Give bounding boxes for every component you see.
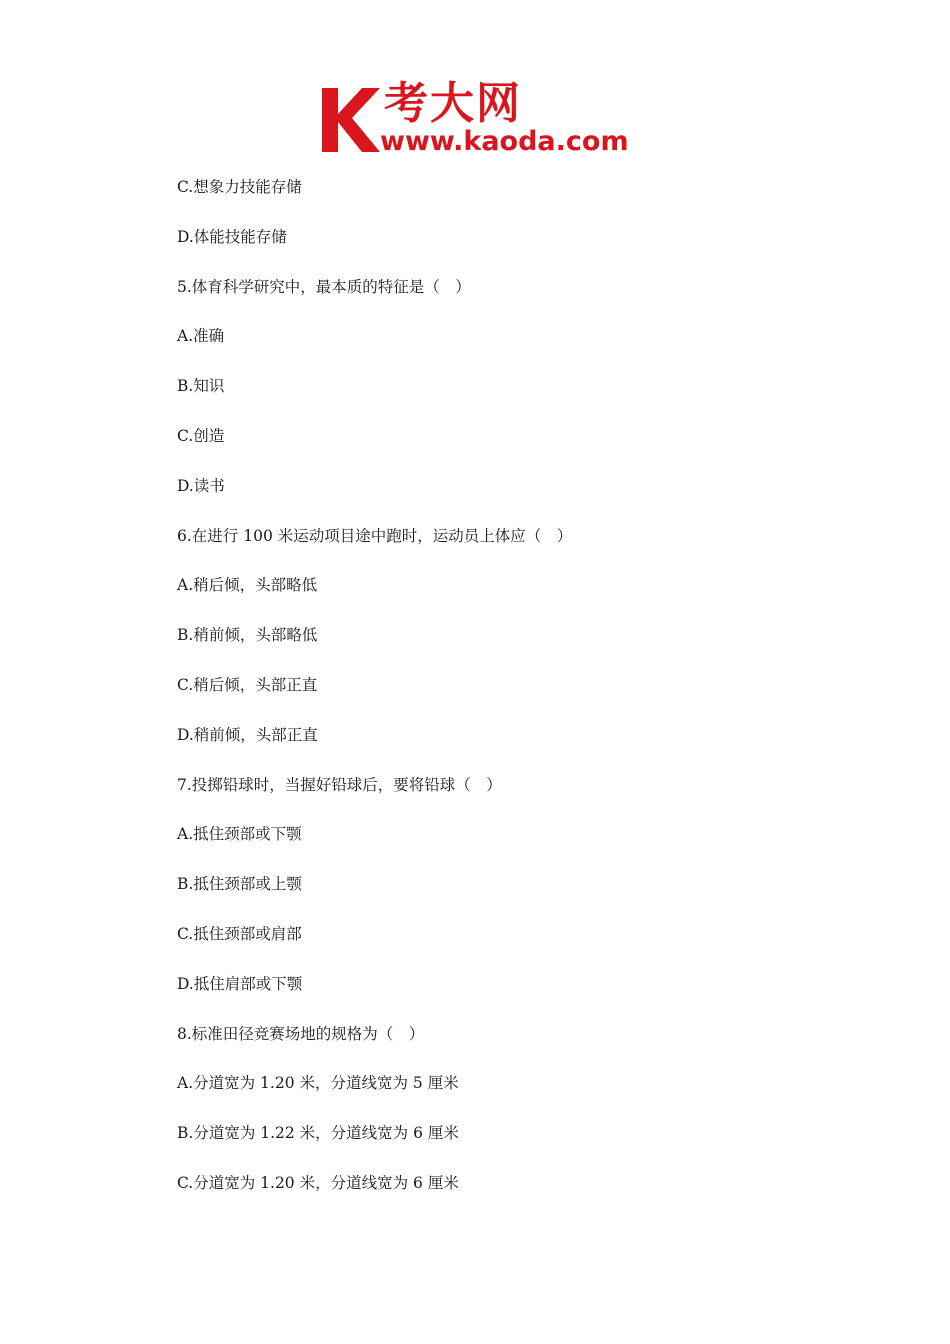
- option-a: A.抵住颈部或下颚: [177, 825, 302, 844]
- option-b: B.抵住颈部或上颚: [177, 875, 302, 894]
- option-c: C.稍后倾，头部正直: [177, 675, 318, 694]
- option-c: C.想象力技能存储: [177, 178, 302, 196]
- question-8: 8.标准田径竞赛场地的规格为（ ）: [177, 1024, 425, 1043]
- logo-domain-text: www.kaoda.com: [380, 126, 629, 157]
- option-a: A.分道宽为 1.20 米，分道线宽为 5 厘米: [177, 1074, 459, 1093]
- logo-k-icon: [318, 80, 382, 156]
- option-a: A.稍后倾，头部略低: [177, 576, 318, 595]
- question-7: 7.投掷铅球时，当握好铅球后，要将铅球（ ）: [177, 775, 502, 794]
- question-6: 6.在进行 100 米运动项目途中跑时，运动员上体应（ ）: [177, 526, 573, 545]
- option-d: D.抵住肩部或下颚: [177, 974, 303, 993]
- option-d: D.读书: [177, 476, 225, 495]
- option-d: D.稍前倾，头部正直: [177, 725, 318, 744]
- option-a: A.准确: [177, 327, 225, 346]
- question-5: 5.体育科学研究中，最本质的特征是（ ）: [177, 277, 471, 296]
- option-b: B.知识: [177, 377, 225, 396]
- option-c: C.抵住颈部或肩部: [177, 924, 302, 943]
- option-c: C.分道宽为 1.20 米，分道线宽为 6 厘米: [177, 1173, 459, 1192]
- site-logo: [318, 80, 638, 162]
- logo-brand-text: 考大网: [384, 78, 522, 129]
- option-b: B.分道宽为 1.22 米，分道线宽为 6 厘米: [177, 1124, 459, 1143]
- document-body: [177, 174, 877, 1220]
- option-b: B.稍前倾，头部略低: [177, 626, 318, 645]
- option-d: D.体能技能存储: [177, 227, 287, 246]
- option-c: C.创造: [177, 426, 225, 445]
